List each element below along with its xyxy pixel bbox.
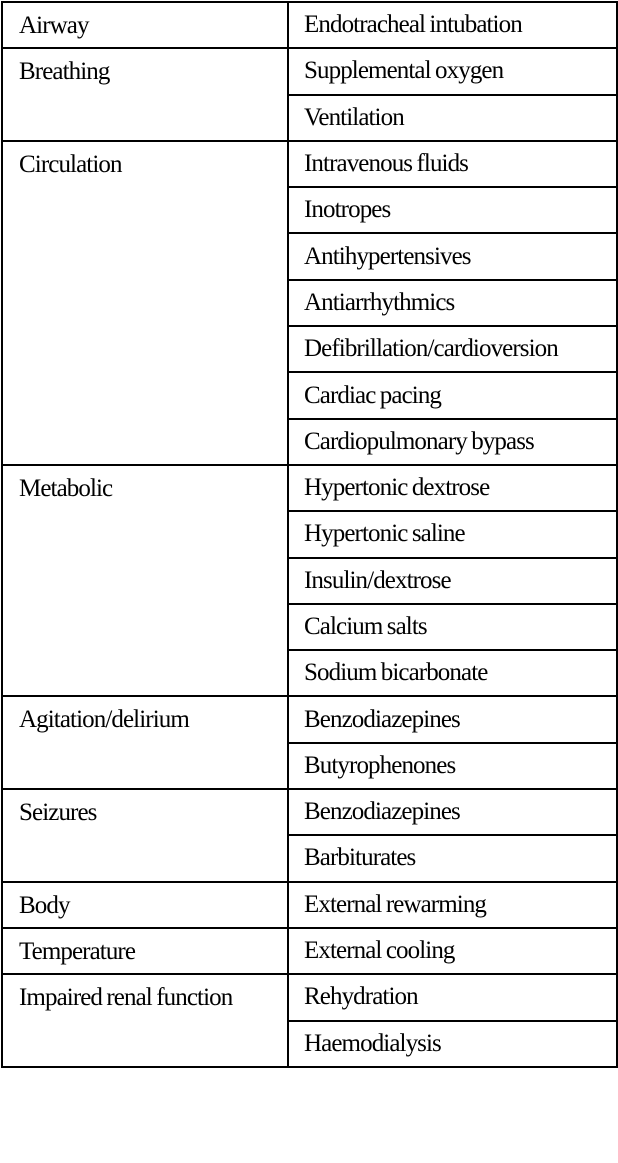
table-row — [2, 141, 617, 187]
table-row — [2, 789, 617, 835]
treatment-cell: Defibrillation/cardioversion — [288, 326, 617, 372]
category-cell: Metabolic — [2, 465, 288, 696]
treatment-cell: Endotracheal intubation — [288, 2, 617, 48]
treatment-cell: Supplemental oxygen — [288, 48, 617, 94]
treatment-cell: Cardiopulmonary bypass — [288, 419, 617, 465]
treatment-cell: Cardiac pacing — [288, 372, 617, 418]
table-row — [2, 465, 617, 511]
category-cell: Temperature — [2, 928, 288, 974]
treatment-cell: Intravenous fluids — [288, 141, 617, 187]
treatment-cell: Benzodiazepines — [288, 789, 617, 835]
category-cell: Circulation — [2, 141, 288, 465]
category-cell: Agitation/delirium — [2, 696, 288, 789]
category-cell: Seizures — [2, 789, 288, 882]
treatment-cell: Hypertonic dextrose — [288, 465, 617, 511]
treatment-cell: Inotropes — [288, 187, 617, 233]
treatment-cell: Hypertonic saline — [288, 511, 617, 557]
treatment-cell: External cooling — [288, 928, 617, 974]
treatment-cell: Sodium bicarbonate — [288, 650, 617, 696]
treatment-cell: Butyrophenones — [288, 743, 617, 789]
treatment-cell: Insulin/dextrose — [288, 558, 617, 604]
category-cell: Body — [2, 882, 288, 928]
table-body — [2, 2, 617, 1067]
treatment-cell: Calcium salts — [288, 604, 617, 650]
table-row — [2, 974, 617, 1020]
treatment-cell: Benzodiazepines — [288, 696, 617, 742]
table-row — [2, 48, 617, 94]
table-row — [2, 928, 617, 974]
treatment-cell: Rehydration — [288, 974, 617, 1020]
treatment-cell: Barbiturates — [288, 835, 617, 881]
treatment-cell: Ventilation — [288, 95, 617, 141]
supportive-care-table — [1, 1, 618, 1068]
table-row — [2, 2, 617, 48]
category-cell: Impaired renal function — [2, 974, 288, 1067]
treatment-cell: Antihypertensives — [288, 233, 617, 279]
treatment-cell: External rewarming — [288, 882, 617, 928]
treatment-cell: Haemodialysis — [288, 1021, 617, 1067]
category-cell: Airway — [2, 2, 288, 48]
treatment-cell: Antiarrhythmics — [288, 280, 617, 326]
category-cell: Breathing — [2, 48, 288, 141]
table-row — [2, 882, 617, 928]
table-row — [2, 696, 617, 742]
